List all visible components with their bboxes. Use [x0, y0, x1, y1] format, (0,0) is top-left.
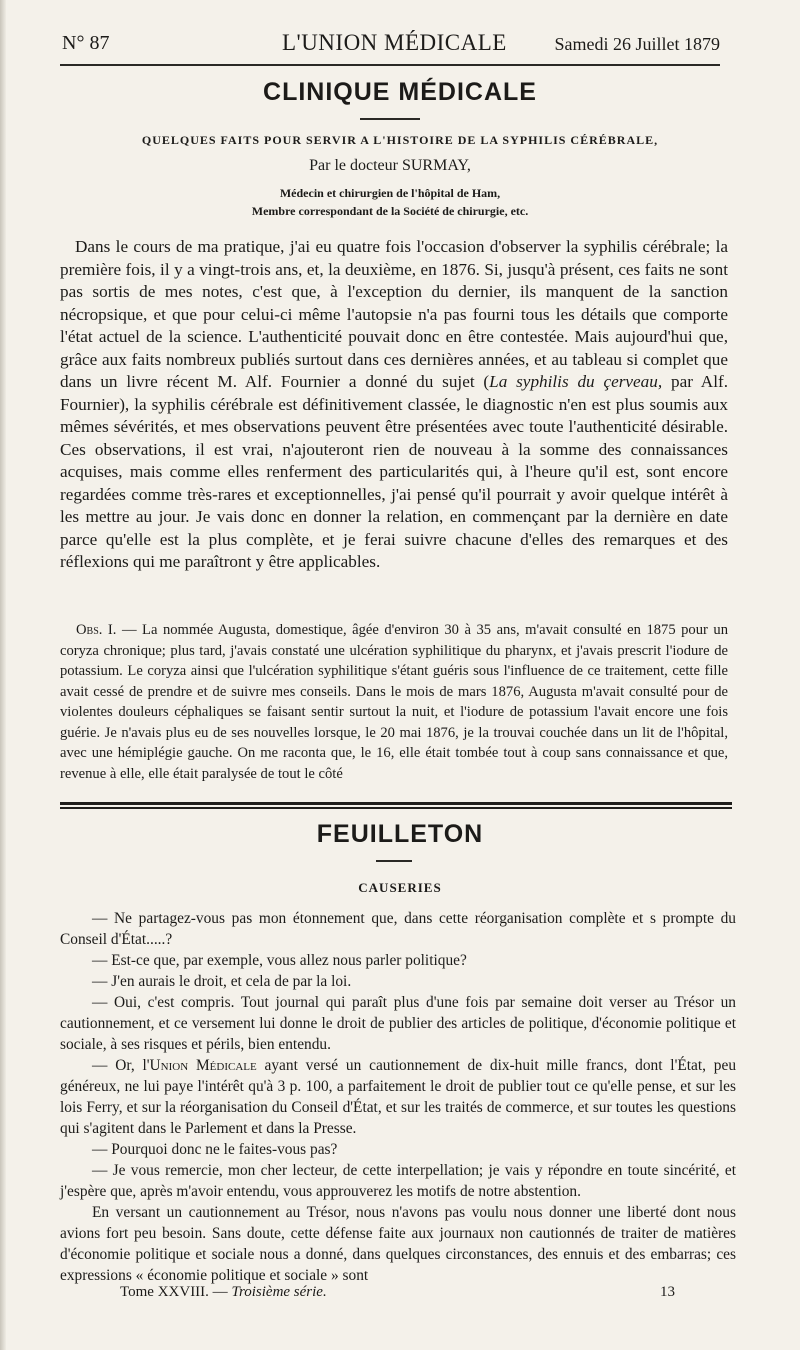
dialogue-line-2: — Est-ce que, par exemple, vous allez nous parler politique? [92, 952, 467, 969]
page-header [60, 30, 720, 62]
article-title: QUELQUES FAITS POUR SERVIR A L'HISTOIRE DE LA SYPHILIS CÉRÉBRALE, [141, 133, 659, 147]
article-author: Par le docteur SURMAY, [309, 157, 471, 174]
intro-text-part-1: Dans le cours de ma pratique, j'ai eu quatre fois l'occasion d'observer la syphilis cérébrale; la première fois, il y a vingt-trois ans, et, la deuxième, en 1876. Si, jusqu'à présent, ces faits ne sont pas sortis de mes notes, c'est que, à l'exception du dernier, ils manquent de la sanction nécropsique, et que pour celui-ci même l'autopsie n'a pas fourni tous les détails que comporte l'état actuel de la science. L'authenticité pouvait donc en être contestée. Mais aujourd'hui que, grâce aux faits nombreux publiés surtout dans ces dernières années, et au tableau si complet que dans un livre récent M. Alf. Fournier a donné du sujet ( [60, 237, 728, 391]
article-intro-paragraph [60, 236, 728, 574]
dialogue-line-5-rest: ayant versé un cautionnement de dix-huit mille francs, dont l'État, peu généreux, ne lui paye l'intérêt qu'à 3 p. 100, a parfaitement le droit de publier tout ce qu'elle pense, et sur les lois Ferry, et sur la réorganisation du Conseil d'État, et sur les traités de commerce, et sur toutes les questions qui s'agitent dans le Parlement et dans la Presse. [60, 1057, 737, 1137]
dialogue-line-5 [60, 1055, 736, 1139]
feuilleton-paragraph: En versant un cautionnement au Trésor, nous n'avons pas voulu nous donner une liberté dont nous avions fort peu besoin. Sans doute, cette défense faite aux journaux non cautionnés de traiter de matières d'économie politique et sociale nous a donné, dans quelques circonstances, des ennuis et des embarras; ces expressions « économie politique et sociale » sont [60, 1204, 736, 1284]
book-title: La syphilis du çerveau, [489, 372, 663, 391]
issue-number: N° 87 [62, 32, 110, 54]
observation-label: Obs. I. [76, 622, 117, 638]
feuilleton-separator [60, 802, 732, 809]
dialogue-line-5-start: — Or, l' [92, 1057, 150, 1074]
series-label: Troisième série. [231, 1284, 327, 1300]
dialogue-line-1: — Ne partagez-vous pas mon étonnement que, dans cette réorganisation complète et s prompte du Conseil d'État.....? [60, 910, 736, 948]
journal-title: L'UNION MÉDICALE [282, 30, 507, 55]
section-title-feuilleton: FEUILLETON [316, 820, 484, 848]
header-rule [60, 64, 720, 66]
author-affiliation-1: Médecin et chirurgien de l'hôpital de Ham, [279, 186, 501, 200]
volume-number: Tome XXVIII. — [120, 1284, 232, 1300]
issue-date: Samedi 26 Juillet 1879 [554, 34, 720, 54]
section-title-clinique: CLINIQUE MÉDICALE [263, 78, 537, 106]
journal-name-inline: Union Médicale [149, 1057, 257, 1074]
intro-text-part-2: par Alf. Fournier), la syphilis cérébrale est définitivement classée, le diagnostic n'en est plus soumis aux mêmes sévérités, et mes observations peuvent être présentées avec toute l'authenticité désirable. Ces observations, il est vrai, n'ajouteront rien de nouveau à la somme des connaissances acquises, mais comme elles renferment des particularités qui, à l'heure qu'il est, sont encore regardées comme très-rares et exceptionnelles, j'ai pensé qu'il pourrait y avoir quelque intérêt à les mettre au jour. Je vais donc en donner la relation, en commençant par la dernière en date parce qu'elle est la plus complète, et je ferai suivre chacune d'elles des remarques et des réflexions qui me paraîtront y être applicables. [60, 372, 728, 571]
section-divider [360, 118, 420, 120]
dialogue-line-7: — Je vous remercie, mon cher lecteur, de cette interpellation; je vais y répondre en toute sincérité, et j'espère que, après m'avoir entendu, vous approuverez les motifs de notre abstention. [60, 1162, 736, 1200]
author-affiliation-2: Membre correspondant de la Société de chirurgie, etc. [251, 204, 529, 218]
observation-paragraph [60, 620, 728, 784]
feuilleton-subheading: CAUSERIES [358, 880, 442, 895]
footer-volume [120, 1284, 327, 1301]
dialogue-line-6: — Pourquoi donc ne le faites-vous pas? [92, 1141, 338, 1158]
page-spine-shadow [0, 0, 6, 1350]
dialogue-line-4: — Oui, c'est compris. Tout journal qui paraît plus d'une fois par semaine doit verser au Trésor un cautionnement, et ce versement lui donne le droit de publier des articles de politique, d'économie politique et sociale, à ses risques et périls, bien entendu. [60, 994, 736, 1053]
page-number: 13 [660, 1284, 675, 1300]
observation-text: — La nommée Augusta, domestique, âgée d'environ 30 à 35 ans, m'avait consulté en 1875 pour un coryza chronique; plus tard, j'avais constaté une ulcération syphilitique du pharynx, et j'avais prescrit l'iodure de potassium. Le coryza ainsi que l'ulcération syphilitique s'étant guéris sous l'influence de ce traitement, cette fille avait cessé de prendre et de suivre mes conseils. Dans le mois de mars 1876, Augusta m'avait consulté pour de violentes douleurs céphaliques se faisant sentir surtout la nuit, et l'iodure de potassium l'avait encore une fois guérie. Je n'avais plus eu de ses nouvelles lorsque, le 20 mai 1876, je la trouvai couchée dans un lit de l'hôpital, avec une hémiplégie gauche. On me raconta que, le 16, elle était tombée tout à coup sans connaissance et que, revenue à elle, elle était paralysée de tout le côté [60, 622, 728, 782]
feuilleton-divider [376, 860, 412, 862]
dialogue-line-3: — J'en aurais le droit, et cela de par la loi. [92, 973, 352, 990]
